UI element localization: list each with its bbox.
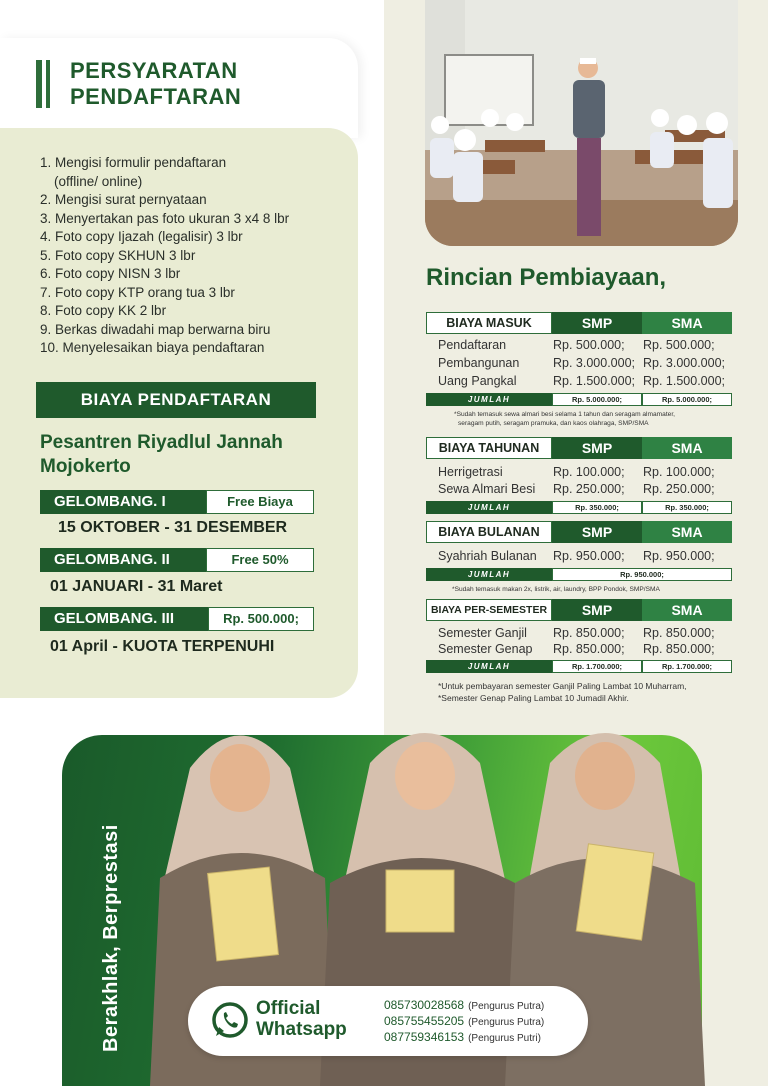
- requirement-item: 7. Foto copy KTP orang tua 3 lbr: [40, 284, 235, 300]
- requirements-list: [40, 154, 289, 358]
- total-smp: Rp. 5.000.000;: [552, 393, 642, 406]
- row-smp: Rp. 3.000.000;: [553, 356, 636, 370]
- smp-column-header: SMP: [552, 437, 642, 459]
- total-label: JUMLAH: [426, 393, 552, 406]
- biaya-bulanan-header: [426, 521, 732, 543]
- title-accent-bar: [36, 60, 50, 108]
- biaya-bulanan-note: *Sudah temasuk makan 2x, listrik, air, laundry, BPP Pondok, SMP/SMA: [452, 586, 660, 593]
- total-sma: Rp. 5.000.000;: [642, 393, 732, 406]
- footnote-line-2: *Semester Genap Paling Lambat 10 Jumadil Akhir.: [438, 693, 629, 703]
- wave-2-badge: Free 50%: [206, 548, 314, 572]
- row-sma: Rp. 100.000;: [643, 465, 715, 479]
- biaya-semester-label: BIAYA PER-SEMESTER: [426, 599, 552, 621]
- row-sma: Rp. 850.000;: [643, 626, 715, 640]
- row-name: Sewa Almari Besi: [438, 482, 536, 496]
- row-smp: Rp. 100.000;: [553, 465, 625, 479]
- wave-1-date: 15 OKTOBER - 31 DESEMBER: [58, 519, 288, 536]
- page-title: [70, 58, 241, 110]
- rincian-title: Rincian Pembiayaan,: [426, 264, 667, 291]
- biaya-bulanan-total: [426, 568, 732, 581]
- requirement-item: 6. Foto copy NISN 3 lbr: [40, 266, 181, 281]
- table-row: [438, 626, 738, 643]
- biaya-tahunan-total: [426, 501, 732, 514]
- smp-column-header: SMP: [552, 312, 642, 334]
- requirement-item: 10. Menyelesaikan biaya pendaftaran: [40, 340, 265, 355]
- sma-column-header: SMA: [642, 599, 732, 621]
- row-sma: Rp. 500.000;: [643, 338, 715, 352]
- sma-column-header: SMA: [642, 521, 732, 543]
- whatsapp-icon: [210, 1000, 250, 1040]
- requirement-item: 5. Foto copy SKHUN 3 lbr: [40, 247, 196, 263]
- title-line-1: PERSYARATAN: [70, 58, 238, 83]
- semester-footnote: [438, 680, 687, 704]
- contact-number: 085730028568: [384, 998, 465, 1012]
- contact-tag: (Pengurus Putra): [468, 1001, 545, 1012]
- wave-3-label: GELOMBANG. III: [40, 607, 208, 631]
- whatsapp-numbers: [384, 998, 544, 1046]
- wave-2-label: GELOMBANG. II: [40, 548, 206, 572]
- row-smp: Rp. 500.000;: [553, 338, 625, 352]
- row-smp: Rp. 250.000;: [553, 482, 625, 496]
- contact-item[interactable]: [384, 1014, 544, 1030]
- smp-column-header: SMP: [552, 521, 642, 543]
- row-name: Pendaftaran: [438, 338, 507, 352]
- note-line-1: *Sudah temasuk sewa almari besi selama 1 tahun dan seragam almamater,: [454, 411, 676, 418]
- total-label: JUMLAH: [426, 568, 552, 581]
- total-label: JUMLAH: [426, 660, 552, 673]
- biaya-tahunan-label: BIAYA TAHUNAN: [426, 437, 552, 459]
- biaya-masuk-header: [426, 312, 732, 334]
- contact-tag: (Pengurus Putri): [468, 1033, 541, 1044]
- biaya-bulanan-label: BIAYA BULANAN: [426, 521, 552, 543]
- requirements-panel: [0, 128, 358, 698]
- smp-column-header: SMP: [552, 599, 642, 621]
- table-row: [438, 642, 738, 659]
- footnote-line-1: *Untuk pembayaran semester Ganjil Paling Lambat 10 Muharram,: [438, 681, 687, 691]
- requirement-item: 1. Mengisi formulir pendaftaran: [40, 155, 227, 170]
- requirement-item: 8. Foto copy KK 2 lbr: [40, 303, 167, 318]
- contact-item[interactable]: [384, 1030, 544, 1046]
- school-name-line-2: Mojokerto: [40, 456, 131, 477]
- whatsapp-title: [256, 998, 347, 1040]
- total-smp: Rp. 350.000;: [552, 501, 642, 514]
- table-row: [438, 549, 738, 566]
- contact-item[interactable]: [384, 998, 544, 1014]
- row-sma: Rp. 850.000;: [643, 642, 715, 656]
- row-name: Semester Ganjil: [438, 626, 527, 640]
- total-label: JUMLAH: [426, 501, 552, 514]
- note-line-2: seragam putih, seragam pramuka, dan kaos olahraga, SMP/SMA: [458, 420, 649, 427]
- row-smp: Rp. 950.000;: [553, 549, 625, 563]
- requirement-item: 3. Menyertakan pas foto ukuran 3 x4 8 lbr: [40, 210, 290, 226]
- contact-tag: (Pengurus Putra): [468, 1017, 545, 1028]
- row-name: Semester Genap: [438, 642, 533, 656]
- whatsapp-title-line-1: Official: [256, 998, 321, 1019]
- row-name: Uang Pangkal: [438, 374, 517, 388]
- fee-header: BIAYA PENDAFTARAN: [36, 382, 316, 418]
- slogan: Berakhlak, Berprestasi: [100, 824, 122, 1052]
- row-sma: Rp. 1.500.000;: [643, 374, 726, 388]
- biaya-masuk-label: BIAYA MASUK: [426, 312, 552, 334]
- school-name: [40, 431, 283, 479]
- table-row: [438, 482, 738, 499]
- row-smp: Rp. 1.500.000;: [553, 374, 636, 388]
- table-row: [438, 374, 738, 391]
- whatsapp-title-line-2: Whatsapp: [256, 1019, 347, 1040]
- wave-2-date: 01 JANUARI - 31 Maret: [50, 578, 223, 595]
- table-row: [438, 356, 738, 373]
- wave-1-label: GELOMBANG. I: [40, 490, 206, 514]
- classroom-photo: [425, 0, 738, 246]
- total-smp: Rp. 1.700.000;: [552, 660, 642, 673]
- row-sma: Rp. 250.000;: [643, 482, 715, 496]
- contact-number: 085755455205: [384, 1014, 465, 1028]
- biaya-semester-header: [426, 599, 732, 621]
- biaya-masuk-total: [426, 393, 732, 406]
- row-name: Herrigetrasi: [438, 465, 503, 479]
- biaya-semester-total: [426, 660, 732, 673]
- contact-number: 087759346153: [384, 1030, 465, 1044]
- classroom-illustration: [425, 0, 738, 246]
- title-line-2: PENDAFTARAN: [70, 84, 242, 109]
- row-smp: Rp. 850.000;: [553, 626, 625, 640]
- total-sma: Rp. 1.700.000;: [642, 660, 732, 673]
- row-sma: Rp. 3.000.000;: [643, 356, 726, 370]
- row-sma: Rp. 950.000;: [643, 549, 715, 563]
- biaya-masuk-note: [454, 410, 675, 428]
- wave-1-badge: Free Biaya: [206, 490, 314, 514]
- total-combined: Rp. 950.000;: [552, 568, 732, 581]
- row-name: Pembangunan: [438, 356, 520, 370]
- table-row: [438, 338, 738, 355]
- wave-3-date: 01 April - KUOTA TERPENUHI: [50, 638, 275, 655]
- title-card: [0, 38, 358, 138]
- sma-column-header: SMA: [642, 437, 732, 459]
- row-smp: Rp. 850.000;: [553, 642, 625, 656]
- school-name-line-1: Pesantren Riyadlul Jannah: [40, 432, 283, 453]
- biaya-tahunan-header: [426, 437, 732, 459]
- requirement-item: 9. Berkas diwadahi map berwarna biru: [40, 321, 271, 337]
- table-row: [438, 465, 738, 482]
- sma-column-header: SMA: [642, 312, 732, 334]
- total-sma: Rp. 350.000;: [642, 501, 732, 514]
- requirement-item: (offline/ online): [54, 173, 143, 189]
- requirement-item: 4. Foto copy Ijazah (legalisir) 3 lbr: [40, 229, 243, 244]
- whatsapp-contact-box: [188, 986, 588, 1056]
- wave-3-badge: Rp. 500.000;: [208, 607, 314, 631]
- row-name: Syahriah Bulanan: [438, 549, 537, 563]
- requirement-item: 2. Mengisi surat pernyataan: [40, 192, 207, 207]
